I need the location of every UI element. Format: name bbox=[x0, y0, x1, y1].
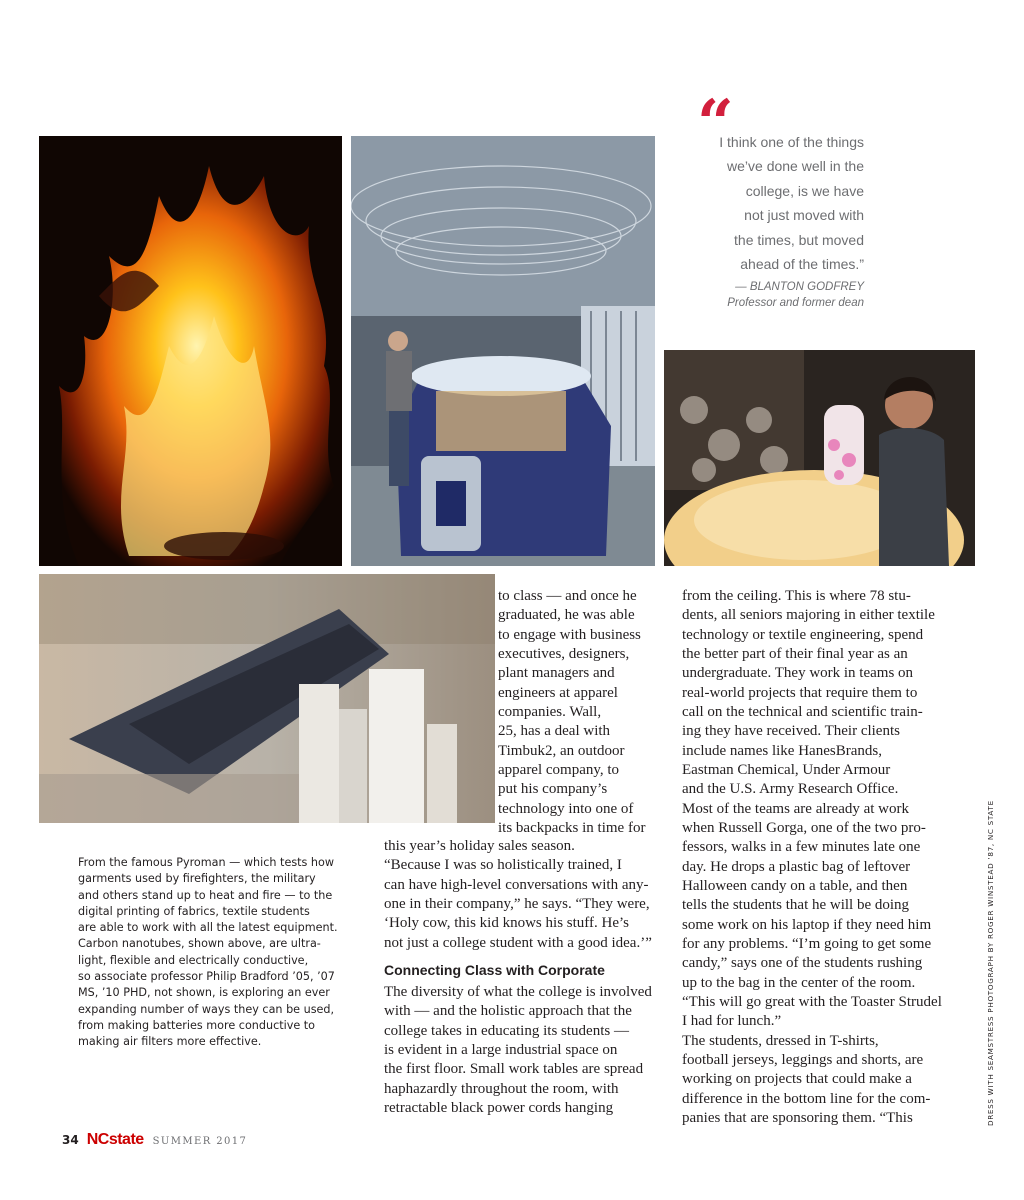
caption-line: Carbon nanotubes, shown above, are ultra- bbox=[78, 937, 321, 951]
photo-caption bbox=[78, 855, 348, 1051]
body-text-line: I had for lunch.” bbox=[682, 1013, 782, 1030]
body-text-line: its backpacks in time for bbox=[498, 819, 646, 836]
pull-quote-role: Professor and former dean bbox=[727, 297, 864, 310]
caption-line: digital printing of fabrics, textile students bbox=[78, 904, 310, 918]
body-text-line: football jerseys, leggings and shorts, are bbox=[682, 1051, 924, 1068]
body-text-line: fessors, walks in a few minutes late one bbox=[682, 839, 921, 856]
body-text-line: engineers at apparel bbox=[498, 684, 618, 701]
body-text-line: call on the technical and scientific train- bbox=[682, 703, 923, 720]
body-text-line: one in their company,” he says. “They were, bbox=[384, 895, 650, 912]
article-column-right bbox=[682, 587, 942, 1128]
body-text-line: and the U.S. Army Research Office. bbox=[682, 781, 899, 798]
body-text-line: ing they have received. Their clients bbox=[682, 723, 900, 740]
body-text-line: the better part of their final year as an bbox=[682, 645, 908, 662]
knitting-machine-photo bbox=[351, 136, 655, 566]
body-text-line: include names like HanesBrands, bbox=[682, 742, 882, 759]
caption-line: making air filters more effective. bbox=[78, 1035, 262, 1049]
body-text-line: graduated, he was able bbox=[498, 607, 635, 624]
article-column-middle-top bbox=[498, 587, 645, 838]
caption-line: expanding number of ways they can be used, bbox=[78, 1002, 335, 1016]
caption-line: so associate professor Philip Bradford ’05, ’07 bbox=[78, 970, 335, 984]
body-text-line: when Russell Gorga, one of the two pro- bbox=[682, 819, 926, 836]
body-text-line: difference in the bottom line for the com- bbox=[682, 1090, 931, 1107]
body-text-line: can have high-level conversations with any- bbox=[384, 876, 649, 893]
caption-line: are able to work with all the latest equipment. bbox=[78, 921, 338, 935]
body-text-line: undergraduate. They work in teams on bbox=[682, 665, 914, 682]
article-column-middle bbox=[384, 837, 652, 1118]
pull-quote-line: college, is we have bbox=[745, 182, 864, 199]
pull-quote-line: ahead of the times.” bbox=[740, 256, 864, 273]
pull-quote-line: the times, but moved bbox=[734, 231, 864, 248]
pull-quote-line: we’ve done well in the bbox=[727, 158, 864, 175]
caption-line: garments used by firefighters, the military bbox=[78, 872, 316, 886]
body-text-line: apparel company, to bbox=[498, 761, 620, 778]
body-text-line: the first floor. Small work tables are spread bbox=[384, 1061, 644, 1078]
caption-line: light, flexible and electrically conductive, bbox=[78, 953, 309, 967]
body-text-line: panies that are sponsoring them. “This bbox=[682, 1109, 913, 1126]
body-text-line: technology into one of bbox=[498, 800, 634, 817]
body-text-line: put his company’s bbox=[498, 781, 608, 798]
body-text-line: Eastman Chemical, Under Armour bbox=[682, 761, 891, 778]
body-text-line: ‘Holy cow, this kid knows his stuff. He’s bbox=[384, 915, 629, 932]
body-text-line: Most of the teams are already at work bbox=[682, 800, 909, 817]
section-subhead: Connecting Class with Corporate bbox=[384, 961, 605, 978]
body-text-line: Timbuk2, an outdoor bbox=[498, 742, 625, 759]
body-text-line: plant managers and bbox=[498, 665, 615, 682]
body-text-line: day. He drops a plastic bag of leftover bbox=[682, 858, 911, 875]
seamstress-dress-photo bbox=[664, 350, 975, 566]
pull-quote bbox=[674, 130, 864, 311]
body-text-line: to engage with business bbox=[498, 626, 641, 643]
pyroman-fire-photo bbox=[39, 136, 342, 566]
body-text-line: executives, designers, bbox=[498, 645, 630, 662]
page-footer bbox=[62, 1131, 247, 1149]
body-text-line: working on projects that could make a bbox=[682, 1071, 912, 1088]
body-text-line: “Because I was so holistically trained, I bbox=[384, 857, 622, 874]
caption-line: and others stand up to heat and fire — to the bbox=[78, 888, 333, 902]
pull-quote-mark: “ bbox=[697, 86, 730, 161]
body-text-line: The diversity of what the college is involved bbox=[384, 983, 652, 1000]
body-text-line: real-world projects that require them to bbox=[682, 684, 918, 701]
body-text-line: companies. Wall, bbox=[498, 703, 602, 720]
body-text-line: “This will go great with the Toaster Strudel bbox=[682, 993, 942, 1010]
body-text-line: with — and the holistic approach that the bbox=[384, 1003, 632, 1020]
body-text-line: to class — and once he bbox=[498, 588, 637, 604]
body-text-line: dents, all seniors majoring in either textile bbox=[682, 607, 935, 624]
pull-quote-line: I think one of the things bbox=[719, 134, 864, 150]
body-text-line: haphazardly throughout the room, with bbox=[384, 1080, 619, 1097]
body-text-line: tells the students that he will be doing bbox=[682, 897, 910, 914]
pull-quote-line: not just moved with bbox=[744, 207, 864, 224]
body-text-line: technology or textile engineering, spend bbox=[682, 626, 924, 643]
ncstate-logo: NCstate bbox=[86, 1131, 144, 1148]
photo-credit: DRESS WITH SEAMSTRESS PHOTOGRAPH BY ROGER WINSTEAD ’87, NC STATE bbox=[986, 800, 995, 1126]
body-text-line: up to the bag in the center of the room. bbox=[682, 974, 916, 991]
body-text-line: Halloween candy on a table, and then bbox=[682, 877, 908, 894]
caption-line: from making batteries more conductive to bbox=[78, 1018, 316, 1032]
body-text-line: The students, dressed in T-shirts, bbox=[682, 1032, 879, 1049]
issue-label: SUMMER 2017 bbox=[152, 1136, 248, 1147]
page-number: 34 bbox=[62, 1133, 79, 1147]
carbon-nanotube-photo bbox=[39, 574, 495, 823]
caption-line: From the famous Pyroman — which tests how bbox=[78, 856, 335, 869]
body-text-line: 25, has a deal with bbox=[498, 723, 611, 740]
body-text-line: retractable black power cords hanging bbox=[384, 1099, 614, 1116]
caption-line: MS, ’10 PHD, not shown, is exploring an ever bbox=[78, 986, 330, 1000]
body-text-line: candy,” says one of the students rushing bbox=[682, 955, 923, 972]
body-text-line: is evident in a large industrial space on bbox=[384, 1041, 618, 1058]
body-text-line: this year’s holiday sales season. bbox=[384, 838, 575, 854]
pull-quote-attribution: — BLANTON GODFREY bbox=[735, 281, 864, 294]
body-text-line: not just a college student with a good idea.’” bbox=[384, 934, 652, 951]
body-text-line: from the ceiling. This is where 78 stu- bbox=[682, 588, 911, 604]
body-text-line: college takes in educating its students — bbox=[384, 1022, 629, 1039]
body-text-line: for any problems. “I’m going to get some bbox=[682, 935, 932, 952]
body-text-line: some work on his laptop if they need him bbox=[682, 916, 932, 933]
